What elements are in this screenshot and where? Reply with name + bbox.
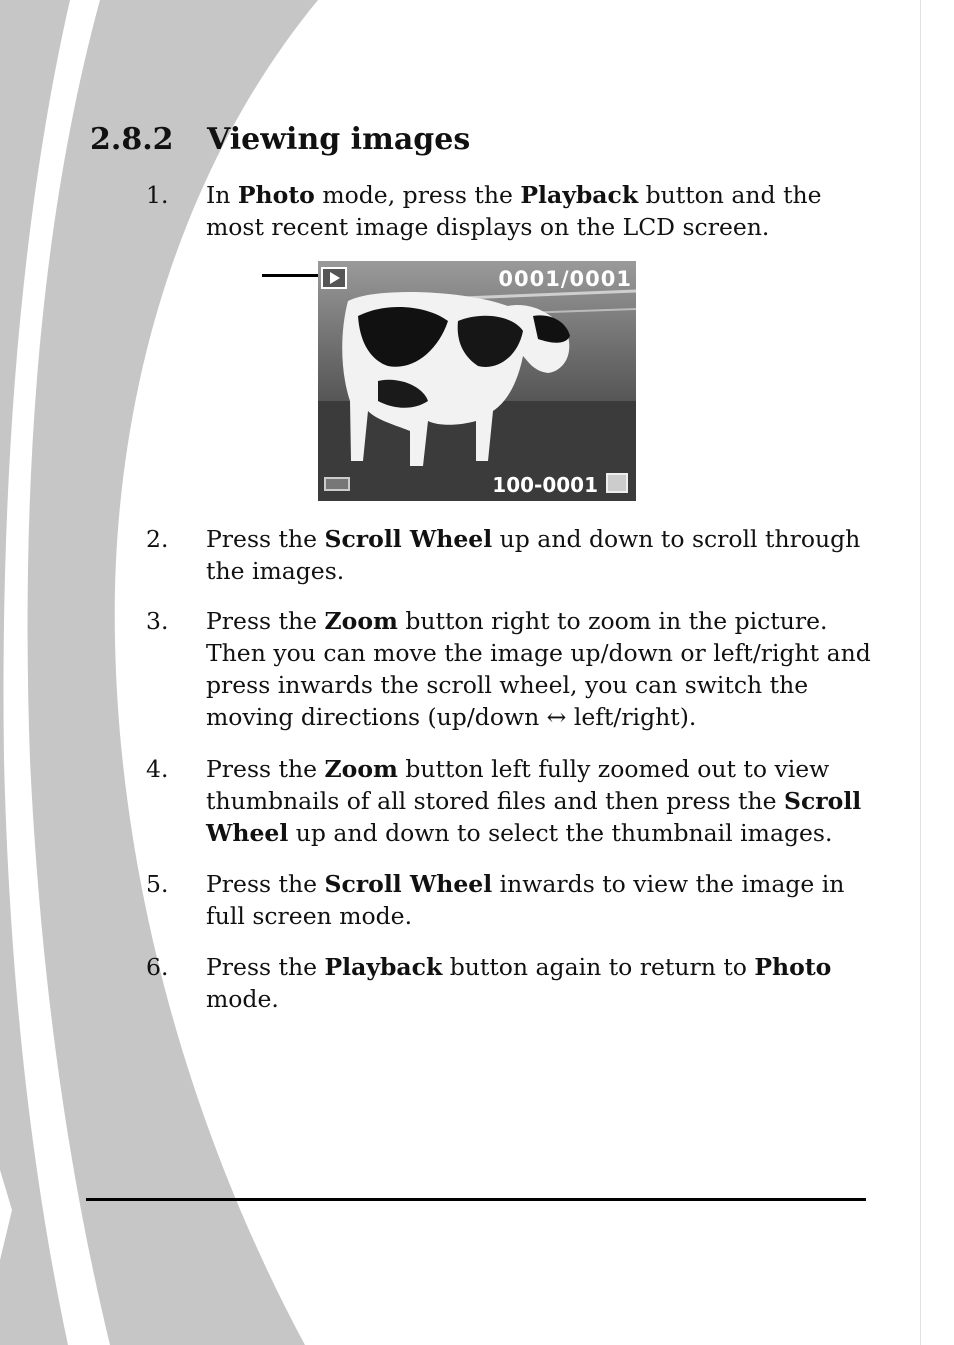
text-run: mode. xyxy=(206,985,279,1013)
step-text xyxy=(206,605,871,733)
step-text xyxy=(206,951,871,1015)
bold-term: Playback xyxy=(520,181,639,209)
step-text xyxy=(206,753,871,849)
text-run: Press the xyxy=(206,755,325,783)
step-number: 1. xyxy=(146,181,169,209)
step-number: 5. xyxy=(146,870,169,898)
text-run: up and down to scroll through the images. xyxy=(206,525,861,585)
text-run: button right to zoom in the picture. Then you can move the image up/down or left/right and press inwards the scroll wheel, you can switch the moving directions (up/down ↔ left/right). xyxy=(206,607,871,731)
bold-term: Photo xyxy=(237,181,315,209)
text-run: button left fully zoomed out to view thumbnails of all stored files and then press the xyxy=(206,755,830,815)
step-text xyxy=(206,179,871,243)
page-edge-line xyxy=(920,0,921,1345)
bold-term: Scroll Wheel xyxy=(206,787,862,847)
bold-term: Zoom xyxy=(324,607,398,635)
bold-term: Scroll Wheel xyxy=(324,870,493,898)
footer-rule xyxy=(86,1198,866,1201)
bold-term: Scroll Wheel xyxy=(324,525,493,553)
lcd-playback-image xyxy=(318,261,636,501)
step-text xyxy=(206,523,871,587)
step-number: 4. xyxy=(146,755,169,783)
text-run: inwards to view the image in full screen mode. xyxy=(206,870,845,930)
step-number: 2. xyxy=(146,525,169,553)
bold-term: Playback xyxy=(324,953,443,981)
battery-icon xyxy=(324,477,350,491)
text-run: button and the most recent image displays on the LCD screen. xyxy=(206,181,822,241)
memory-card-icon xyxy=(606,473,628,493)
step-text xyxy=(206,868,871,932)
step-number: 6. xyxy=(146,953,169,981)
playback-mode-icon xyxy=(321,267,347,289)
callout-line xyxy=(262,274,322,277)
cow-photo xyxy=(318,261,636,501)
bold-term: Zoom xyxy=(324,755,398,783)
text-run: Press the xyxy=(206,953,325,981)
text-run: mode, press the xyxy=(314,181,521,209)
text-run: button again to return to xyxy=(442,953,755,981)
text-run: Press the xyxy=(206,525,325,553)
text-run: Press the xyxy=(206,607,325,635)
section-number: 2.8.2 xyxy=(90,122,174,157)
image-counter: 0001/0001 xyxy=(498,267,632,291)
text-run: up and down to select the thumbnail images. xyxy=(288,819,833,847)
file-number: 100-0001 xyxy=(492,473,598,497)
text-run: Press the xyxy=(206,870,325,898)
section-title: Viewing images xyxy=(207,122,471,157)
bold-term: Photo xyxy=(754,953,832,981)
step-number: 3. xyxy=(146,607,169,635)
text-run: In xyxy=(206,181,238,209)
